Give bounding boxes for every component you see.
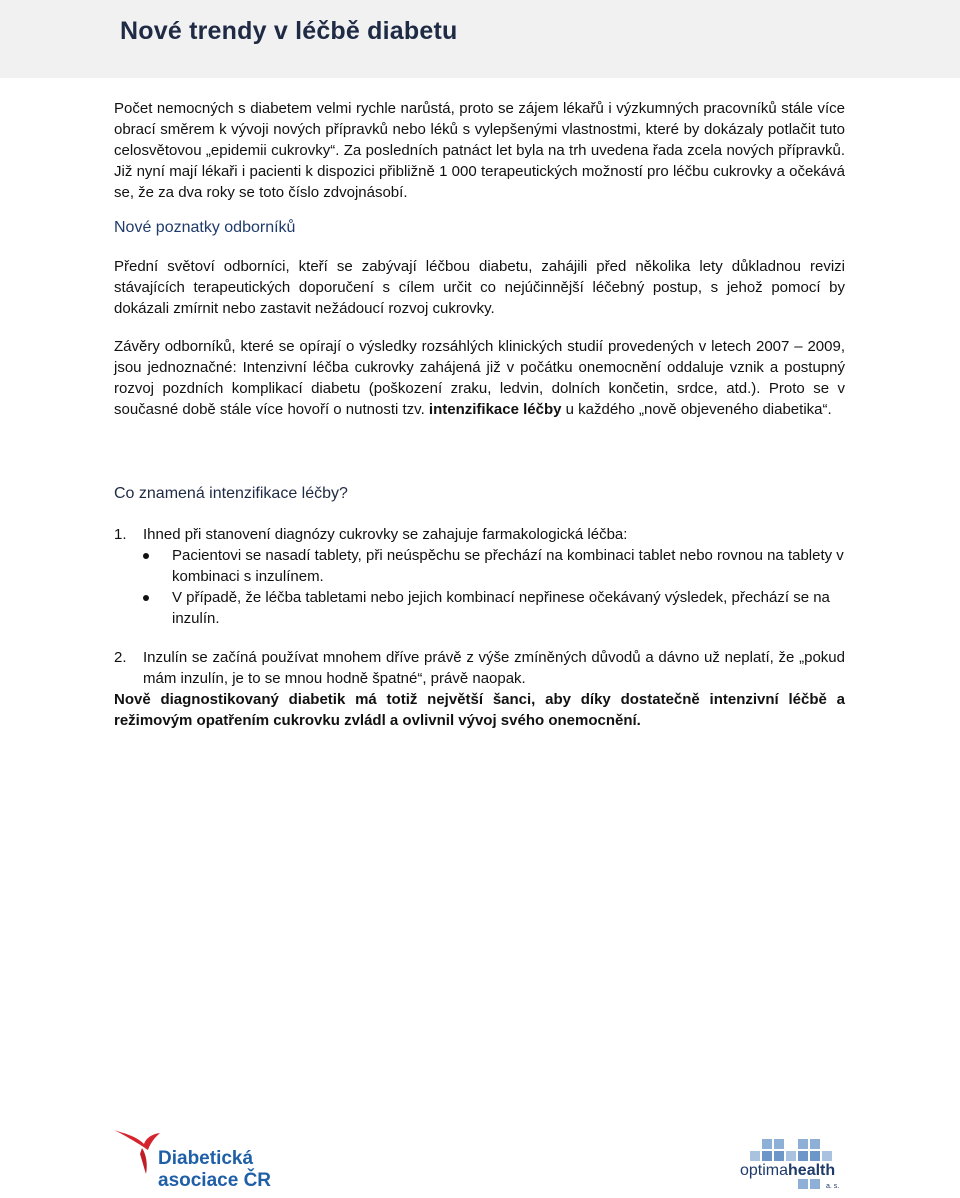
- section-heading-intensification: Co znamená intenzifikace léčby?: [114, 485, 348, 502]
- logo-text-line2: asociace ČR: [158, 1170, 272, 1191]
- logo-text-line1: Diabetická: [158, 1148, 254, 1169]
- bullet-text: V případě, že léčba tabletami nebo jejich kombinací nepřinese očekávaný výsledek, přechází se na inzulín.: [172, 589, 830, 627]
- experts-paragraph-1: Přední světoví odborníci, kteří se zabývají léčbou diabetu, zahájili před několika lety důkladnou revizi stávajících terapeutických doporučení s cílem určit co nejúčinnější léčebný postup, s jehož pomocí by dokázali zmírnit nebo zastavit nežádoucí rozvoj cukrovky.: [114, 258, 845, 317]
- section-heading-experts: Nové poznatky odborníků: [114, 219, 296, 236]
- logo-text-health: health: [788, 1162, 836, 1179]
- experts-paragraph-2-end: u každého „nově objeveného diabetika“.: [561, 401, 832, 418]
- intro-paragraph: Počet nemocných s diabetem velmi rychle narůstá, proto se zájem lékařů i výzkumných pracovníků stále více obrací směrem k vývoji nových přípravků nebo léků s vylepšenými vlastnostmi, které by dokázaly potlačit tuto celosvětovou „epidemii cukrovky“. Za posledních patnáct let byla na trh uvedena řada zcela nových přípravků. Již nyní mají lékaři i pacienti k dispozici přibližně 1 000 terapeutických možností pro léčbu cukrovky a očekává se, že za dva roky se toto číslo zdvojnásobí.: [114, 100, 845, 201]
- bullet-item: [114, 545, 845, 587]
- bullet-icon: [143, 553, 149, 559]
- svg-text:optimahealth: [740, 1162, 835, 1179]
- logo-text-optima: optima: [740, 1162, 789, 1179]
- bullet-item: [114, 587, 845, 629]
- bullet-text: Pacientovi se nasadí tablety, při neúspěchu se přechází na kombinaci tablet nebo rovnou na tablety v kombinaci s inzulínem.: [172, 547, 844, 585]
- experts-paragraph-2: [114, 336, 845, 420]
- bullet-list: [114, 545, 845, 629]
- page-header: [0, 0, 960, 78]
- diabeticka-asociace-logo: [112, 1124, 272, 1192]
- list-number-1: 1.: [114, 526, 127, 543]
- bird-icon: [114, 1130, 160, 1150]
- intensification-term: intenzifikace léčby: [428, 401, 562, 418]
- optimahealth-logo: [738, 1137, 848, 1193]
- list-item-1-text: Ihned při stanovení diagnózy cukrovky se zahajuje farmakologická léčba:: [143, 526, 628, 543]
- list-item-1: [114, 524, 845, 545]
- experts-paragraph-2-start: Závěry odborníků, které se opírají o výsledky rozsáhlých klinických studií provedených v letech 2007 – 2009, jsou jednoznačné: Intenzivní léčba cukrovky zahájená již v počátku onemocnění oddaluje vznik a postupný rozvoj pozdních komplikací diabetu (poškození zraku, ledvin, dolních končetin, srdce, atd.). Proto se v současné době stále více hovoří o nutnosti tzv.: [114, 338, 845, 418]
- article-body: [114, 98, 845, 731]
- list-item-2-text: Inzulín se začíná používat mnohem dříve právě z výše zmíněných důvodů a dávno už neplatí, že „pokud mám inzulín, je to se mnou hodně špatné“, právě naopak.: [143, 649, 845, 687]
- bullet-icon: [143, 595, 149, 601]
- logo-text-suffix: a. s.: [826, 1183, 840, 1190]
- conclusion-paragraph: Nově diagnostikovaný diabetik má totiž největší šanci, aby díky dostatečně intenzivní léčbě a režimovým opatřením cukrovku zvládl a ovlivnil vývoj svého onemocnění.: [114, 691, 845, 729]
- list-item-2: [114, 647, 845, 689]
- list-number-2: 2.: [114, 649, 127, 666]
- page-title: Nové trendy v léčbě diabetu: [120, 17, 458, 45]
